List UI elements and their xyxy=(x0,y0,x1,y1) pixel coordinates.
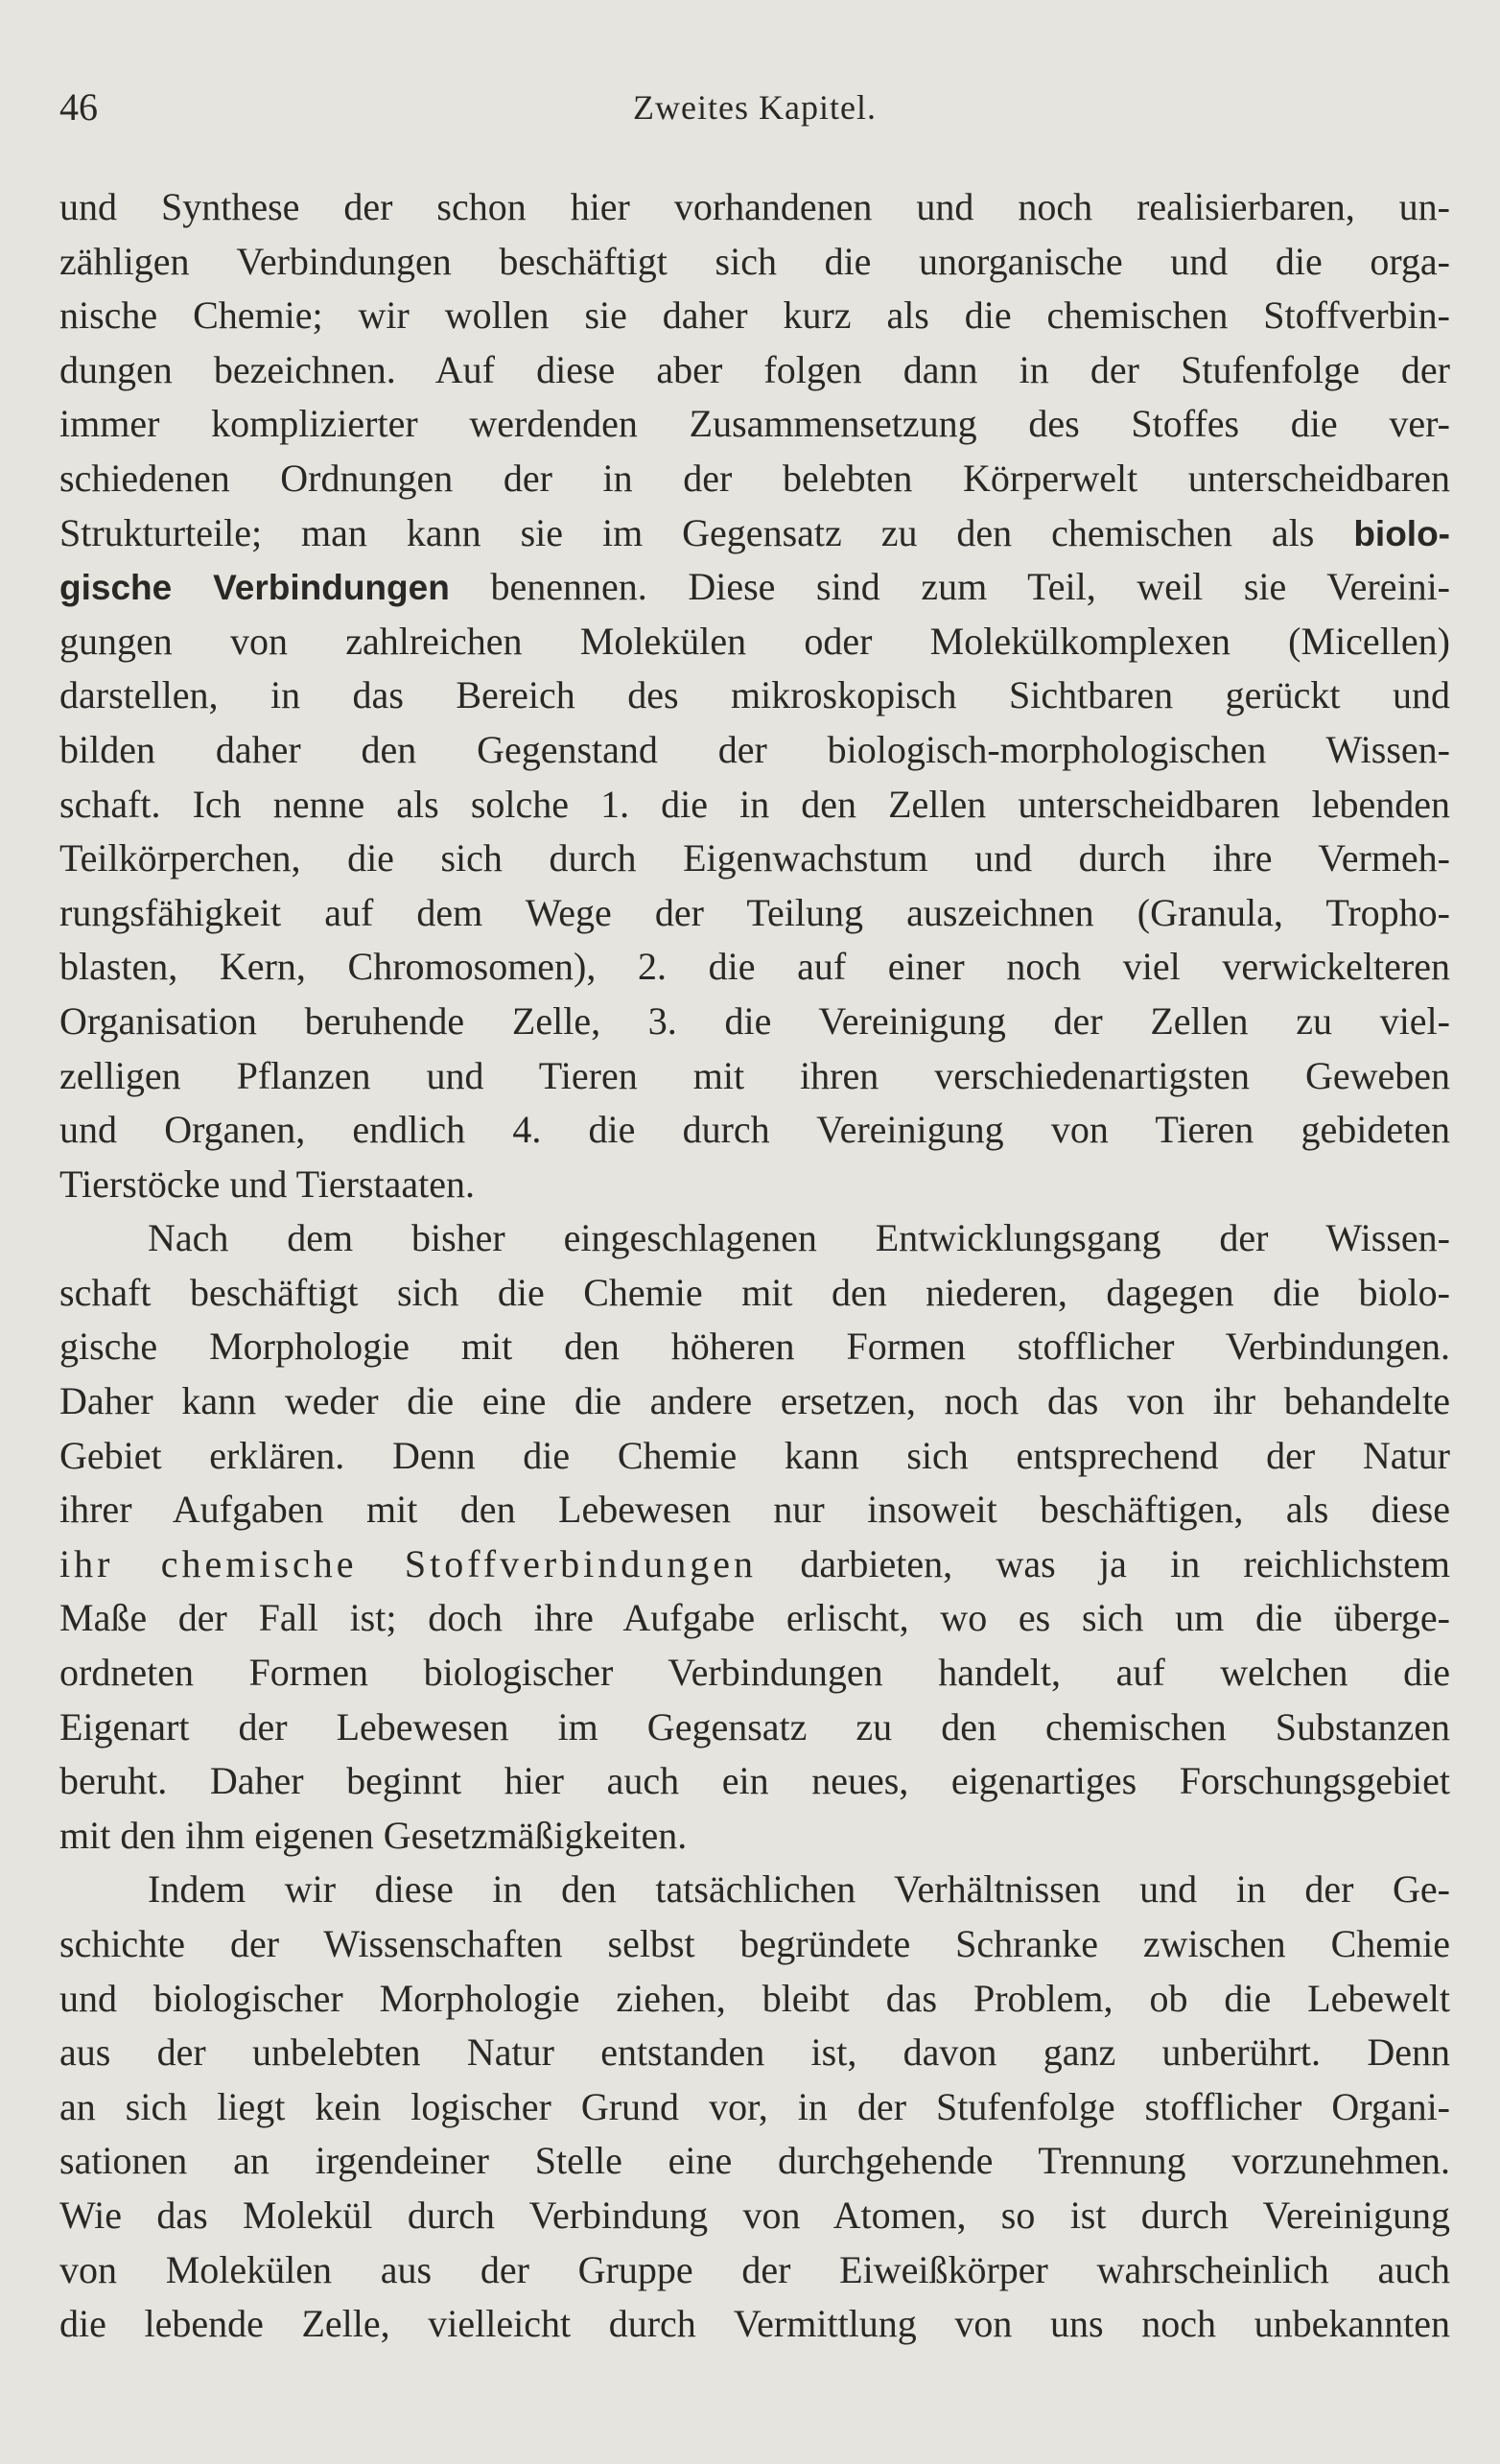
text-line: und Synthese der schon hier vorhandenen und noch realisierbaren, un- xyxy=(59,185,1450,228)
page-number: 46 xyxy=(59,85,98,129)
text-line: sationen an irgendeiner Stelle eine durchgehende Trennung vorzunehmen. xyxy=(59,2139,1450,2183)
chapter-title: Zweites Kapitel. xyxy=(633,88,877,127)
text-line: Wie das Molekül durch Verbindung von Atomen, so ist durch Vereinigung xyxy=(59,2193,1450,2237)
text-line: gische Morphologie mit den höheren Formen stofflicher Verbindungen. xyxy=(59,1325,1450,1369)
text-line: die lebende Zelle, vielleicht durch Vermittlung von uns noch unbekannten xyxy=(59,2302,1450,2346)
text-line: an sich liegt kein logischer Grund vor, in der Stufenfolge stofflicher Organi- xyxy=(59,2084,1450,2128)
text-line: schaft. Ich nenne als solche 1. die in den Zellen unterscheidbaren lebenden xyxy=(59,782,1450,826)
text-line: ordneten Formen biologischer Verbindungen handelt, auf welchen die xyxy=(59,1651,1450,1695)
text-line: beruht. Daher beginnt hier auch ein neues, eigenartiges Forschungsgebiet xyxy=(59,1759,1450,1803)
text-line: Organisation beruhende Zelle, 3. die Vereinigung der Zellen zu viel- xyxy=(59,998,1450,1043)
text-line: Indem wir diese in den tatsächlichen Verhältnissen und in der Ge- xyxy=(148,1867,1450,1912)
text-line: und Organen, endlich 4. die durch Vereinigung von Tieren gebideten xyxy=(59,1108,1450,1152)
text-line: Daher kann weder die eine die andere ersetzen, noch das von ihr behandelte xyxy=(59,1379,1450,1423)
text-line: dungen bezeichnen. Auf diese aber folgen dann in der Stufenfolge der xyxy=(59,347,1450,391)
text-line: schaft beschäftigt sich die Chemie mit den niederen, dagegen die biolo- xyxy=(59,1270,1450,1314)
text-fragment: benennen. Diese sind zum Teil, weil sie Vereini- xyxy=(449,565,1450,609)
text-line: nische Chemie; wir wollen sie daher kurz als die chemischen Stoffverbin- xyxy=(59,293,1450,338)
emphasized-term: gische Verbindungen xyxy=(59,568,450,608)
text-line: darstellen, in das Bereich des mikroskopisch Sichtbaren gerückt und xyxy=(59,673,1450,717)
text-line: von Molekülen aus der Gruppe der Eiweißkörper wahrscheinlich auch xyxy=(59,2247,1450,2291)
text-line: ihrer Aufgaben mit den Lebewesen nur insoweit beschäftigen, als diese xyxy=(59,1488,1450,1532)
text-line: Nach dem bisher eingeschlagenen Entwicklungsgang der Wissen- xyxy=(148,1216,1450,1260)
text-line: schichte der Wissenschaften selbst begründete Schranke zwischen Chemie xyxy=(59,1922,1450,1965)
emphasized-term: biolo- xyxy=(1353,513,1450,553)
running-head xyxy=(59,79,1450,136)
text-line: blasten, Kern, Chromosomen), 2. die auf einer noch viel verwickelteren xyxy=(59,945,1450,989)
text-line xyxy=(59,506,1450,561)
text-fragment: Strukturteile; man kann sie im Gegensatz zu den chemischen als xyxy=(59,510,1354,554)
body-text xyxy=(59,180,1450,2352)
text-line: bilden daher den Gegenstand der biologisch-morphologischen Wissen- xyxy=(59,727,1450,771)
text-line: Eigenart der Lebewesen im Gegensatz zu den chemischen Substanzen xyxy=(59,1704,1450,1748)
text-line xyxy=(59,560,1450,615)
text-line: aus der unbelebten Natur entstanden ist, davon ganz unberührt. Denn xyxy=(59,2030,1450,2075)
text-line: und biologischer Morphologie ziehen, bleibt das Problem, ob die Lebewelt xyxy=(59,1976,1450,2020)
text-line: Gebiet erklären. Denn die Chemie kann sich entsprechend der Natur xyxy=(59,1433,1450,1477)
text-line: mit den ihm eigenen Gesetzmäßigkeiten. xyxy=(59,1813,688,1857)
text-line: gungen von zahlreichen Molekülen oder Molekülkomplexen (Micellen) xyxy=(59,619,1450,663)
text-line: schiedenen Ordnungen der in der belebten Körperwelt unterscheidbaren xyxy=(59,456,1450,500)
text-line: Maße der Fall ist; doch ihre Aufgabe erlischt, wo es sich um die überge- xyxy=(59,1596,1450,1640)
text-line: immer komplizierter werdenden Zusammensetzung des Stoffes die ver- xyxy=(59,402,1450,446)
text-line: rungsfähigkeit auf dem Wege der Teilung auszeichnen (Granula, Tropho- xyxy=(59,890,1450,934)
text-line xyxy=(59,1537,1450,1592)
emphasized-term: ihr chemische Stoffverbindungen xyxy=(59,1541,758,1585)
text-line: zähligen Verbindungen beschäftigt sich die unorganische und die orga- xyxy=(59,239,1450,283)
text-line: Teilkörperchen, die sich durch Eigenwachstum und durch ihre Vermeh- xyxy=(59,836,1450,880)
text-line: zelligen Pflanzen und Tieren mit ihren verschiedenartigsten Geweben xyxy=(59,1053,1450,1097)
text-fragment: darbieten, was ja in reichlichstem xyxy=(757,1541,1450,1585)
text-line: Tierstöcke und Tierstaaten. xyxy=(59,1162,475,1206)
